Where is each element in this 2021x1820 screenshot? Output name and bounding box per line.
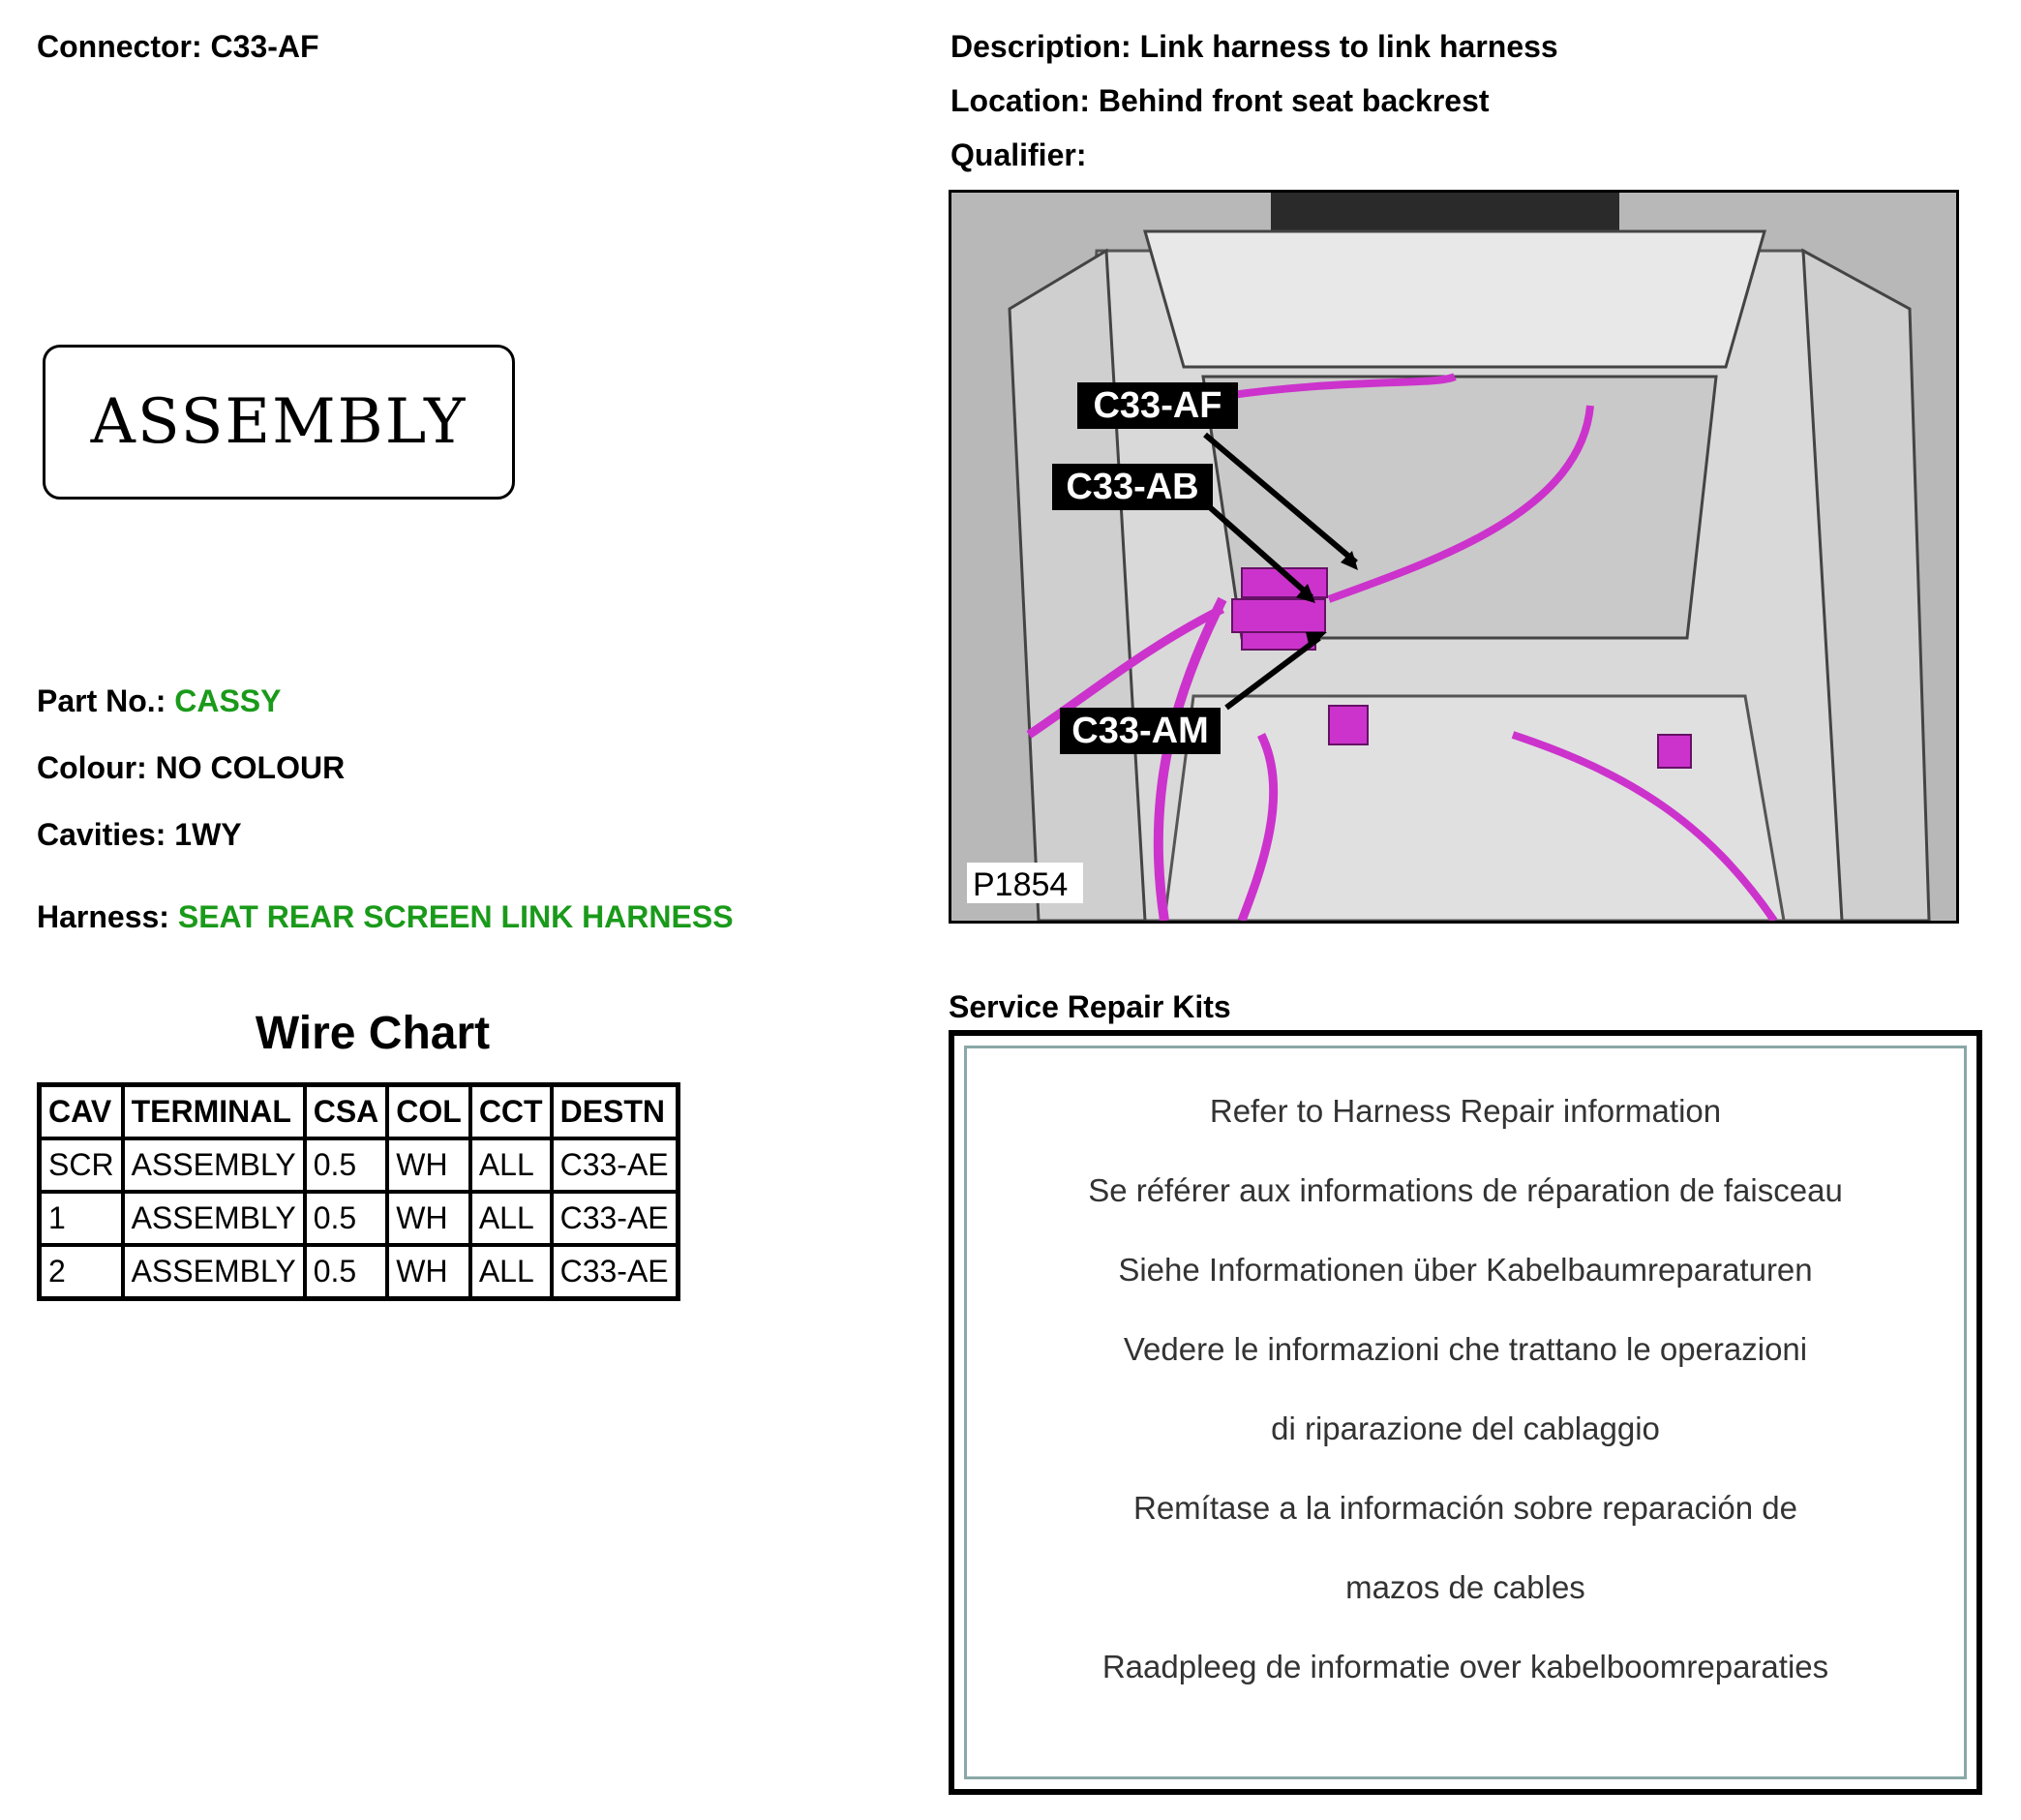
location-value: Behind front seat backrest bbox=[1098, 83, 1490, 118]
seat-frame-illustration bbox=[951, 193, 1956, 921]
qualifier-label: Qualifier: bbox=[950, 137, 1087, 172]
assembly-box bbox=[43, 345, 515, 500]
connector-line bbox=[37, 29, 319, 65]
service-kits-box bbox=[949, 1030, 1982, 1795]
headrest-shape bbox=[1271, 193, 1619, 231]
kit-line: Se référer aux informations de réparation de faisceau bbox=[1088, 1172, 1843, 1208]
kit-line: mazos de cables bbox=[1345, 1569, 1585, 1605]
cavities-value: 1WY bbox=[174, 817, 242, 852]
kit-line: Vedere le informazioni che trattano le operazioni bbox=[1123, 1331, 1808, 1367]
cell-terminal: ASSEMBLY bbox=[123, 1192, 305, 1245]
figure-id: P1854 bbox=[973, 866, 1069, 903]
cell-cct: ALL bbox=[470, 1192, 552, 1245]
location-line bbox=[950, 83, 1490, 119]
description-line bbox=[950, 29, 1558, 65]
cell-destn: C33-AE bbox=[552, 1245, 679, 1299]
col-header-cav: CAV bbox=[40, 1085, 123, 1139]
cell-cav: 1 bbox=[40, 1192, 123, 1245]
cell-csa: 0.5 bbox=[305, 1138, 388, 1192]
connector-block bbox=[1329, 706, 1368, 744]
callout-c33-af: C33-AF bbox=[1093, 385, 1222, 426]
colour-value: NO COLOUR bbox=[155, 750, 346, 785]
col-header-destn: DESTN bbox=[552, 1085, 679, 1139]
callout-c33-am: C33-AM bbox=[1071, 711, 1209, 751]
cell-destn: C33-AE bbox=[552, 1138, 679, 1192]
table-row bbox=[40, 1192, 679, 1245]
service-kits-title: Service Repair Kits bbox=[949, 989, 1231, 1024]
connector-block bbox=[1658, 735, 1691, 768]
connector-value: C33-AF bbox=[210, 29, 319, 64]
cell-col: WH bbox=[387, 1245, 470, 1299]
harness-value: SEAT REAR SCREEN LINK HARNESS bbox=[177, 899, 734, 934]
harness-line bbox=[37, 899, 734, 935]
harness-label: Harness: bbox=[37, 899, 169, 934]
table-row bbox=[40, 1245, 679, 1299]
wire-chart-table bbox=[37, 1082, 680, 1301]
col-header-terminal: TERMINAL bbox=[123, 1085, 305, 1139]
connector-label: Connector: bbox=[37, 29, 202, 64]
col-header-csa: CSA bbox=[305, 1085, 388, 1139]
colour-label: Colour: bbox=[37, 750, 147, 785]
cavities-line bbox=[37, 817, 242, 853]
table-row bbox=[40, 1138, 679, 1192]
cell-col: WH bbox=[387, 1138, 470, 1192]
qualifier-line bbox=[950, 137, 1086, 173]
assembly-box-text: ASSEMBLY bbox=[90, 386, 468, 458]
cell-csa: 0.5 bbox=[305, 1245, 388, 1299]
col-header-cct: CCT bbox=[470, 1085, 552, 1139]
cell-cav: SCR bbox=[40, 1138, 123, 1192]
cavities-label: Cavities: bbox=[37, 817, 166, 852]
location-figure bbox=[949, 190, 1959, 924]
cell-cav: 2 bbox=[40, 1245, 123, 1299]
kit-line: Refer to Harness Repair information bbox=[1209, 1093, 1722, 1129]
description-label: Description: bbox=[950, 29, 1131, 64]
part-number-line bbox=[37, 683, 281, 719]
part-number-label: Part No.: bbox=[37, 683, 166, 718]
cell-col: WH bbox=[387, 1192, 470, 1245]
cell-cct: ALL bbox=[470, 1138, 552, 1192]
cell-destn: C33-AE bbox=[552, 1192, 679, 1245]
part-number-value: CASSY bbox=[174, 683, 282, 718]
cell-terminal: ASSEMBLY bbox=[123, 1245, 305, 1299]
kit-line: Remítase a la información sobre reparación de bbox=[1132, 1490, 1798, 1526]
cell-cct: ALL bbox=[470, 1245, 552, 1299]
cell-terminal: ASSEMBLY bbox=[123, 1138, 305, 1192]
location-label: Location: bbox=[950, 83, 1090, 118]
kit-line: Raadpleeg de informatie over kabelboomreparaties bbox=[1101, 1649, 1829, 1684]
description-value: Link harness to link harness bbox=[1139, 29, 1558, 64]
wire-chart-title: Wire Chart bbox=[255, 1008, 491, 1059]
backrest-top-shape bbox=[1145, 231, 1765, 367]
kit-line: Siehe Informationen über Kabelbaumreparaturen bbox=[1118, 1252, 1813, 1288]
cell-csa: 0.5 bbox=[305, 1192, 388, 1245]
kit-line: di riparazione del cablaggio bbox=[1271, 1410, 1660, 1446]
col-header-col: COL bbox=[387, 1085, 470, 1139]
service-kits-inner bbox=[964, 1046, 1967, 1779]
colour-line bbox=[37, 750, 345, 786]
wire-chart-header-row bbox=[40, 1085, 679, 1139]
connector-block bbox=[1232, 599, 1325, 632]
callout-c33-ab: C33-AB bbox=[1066, 467, 1199, 507]
